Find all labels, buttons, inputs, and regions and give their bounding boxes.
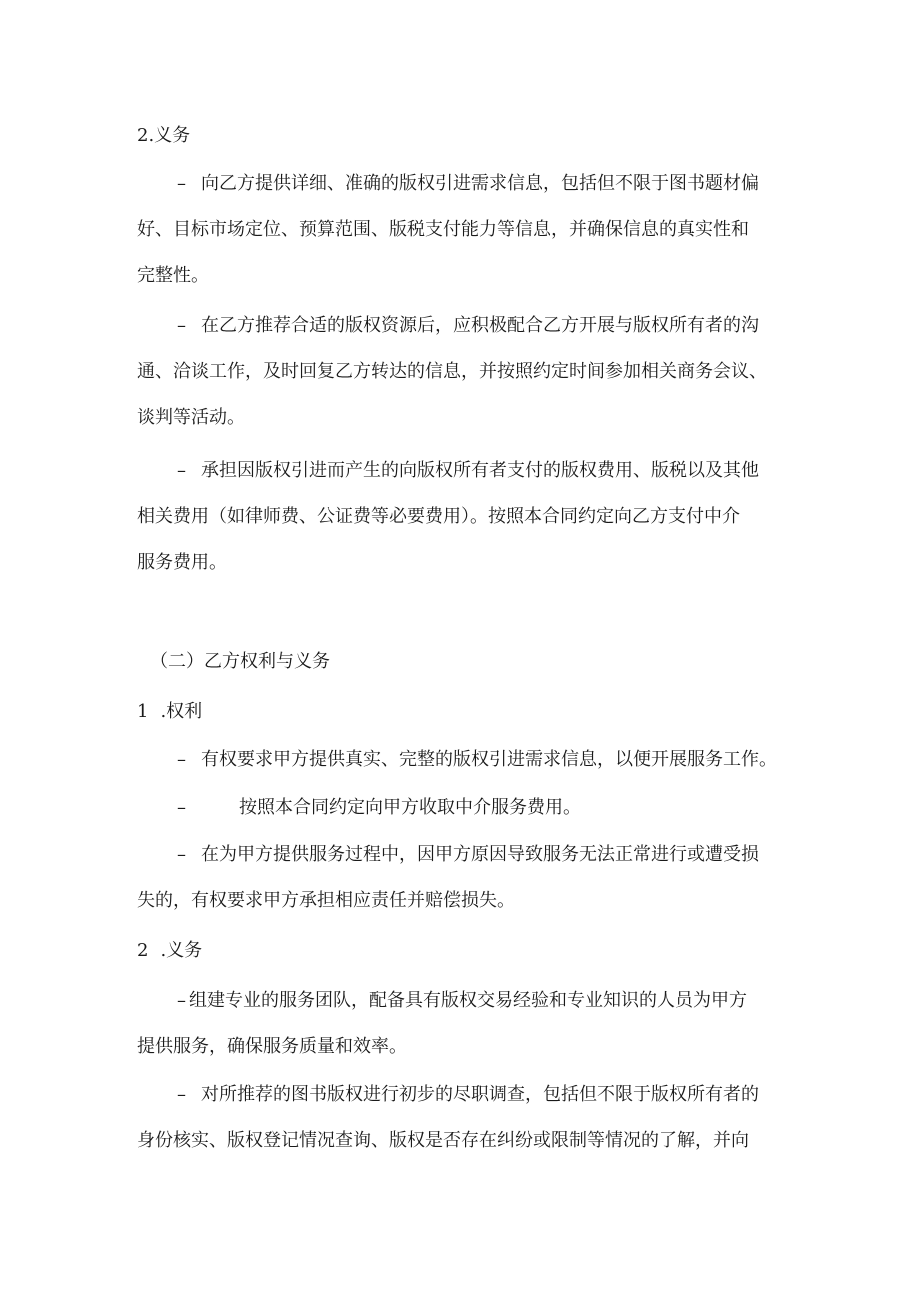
list-item — [177, 1083, 759, 1107]
paragraph-line: 有权要求甲方提供真实、完整的版权引进需求信息，以便开展服务工作。 — [201, 749, 777, 770]
list-item — [177, 748, 777, 772]
heading-number: 1 — [137, 701, 149, 722]
paragraph-line: 提供服务，确保服务质量和效率。 — [137, 1036, 407, 1057]
heading-partB-rights — [137, 700, 202, 724]
list-item — [177, 989, 747, 1013]
paragraph-line: 向乙方提供详细、准确的版权引进需求信息，包括但不限于图书题材偏 — [201, 173, 759, 194]
heading-partB-duties — [137, 939, 202, 963]
dash-marker: – — [177, 844, 186, 865]
paragraph-line: 相关费用（如律师费、公证费等必要费用）。按照本合同约定向乙方支付中介 — [137, 506, 740, 527]
paragraph-line: 服务费用。 — [137, 552, 227, 573]
heading-label: .义务 — [160, 940, 203, 961]
paragraph-line: 组建专业的服务团队，配备具有版权交易经验和专业知识的人员为甲方 — [189, 990, 747, 1011]
paragraph-line: 好、目标市场定位、预算范围、版税支付能力等信息，并确保信息的真实性和 — [137, 219, 749, 240]
section-title-partB: （二）乙方权利与义务 — [150, 651, 330, 672]
heading-partA-duties: 2.义务 — [137, 125, 191, 146]
paragraph-line: 失的，有权要求甲方承担相应责任并赔偿损失。 — [137, 890, 515, 911]
dash-marker: – — [177, 1084, 186, 1105]
paragraph-line: 身份核实、版权登记情况查询、版权是否存在纠纷或限制等情况的了解，并向 — [137, 1130, 749, 1151]
dash-marker: – — [177, 460, 186, 481]
dash-marker: – — [177, 797, 186, 818]
paragraph-line: 在为甲方提供服务过程中，因甲方原因导致服务无法正常进行或遭受损 — [201, 844, 759, 865]
paragraph-line: 完整性。 — [137, 265, 209, 286]
paragraph-line: 通、洽谈工作，及时回复乙方转达的信息，并按照约定时间参加相关商务会议、 — [137, 361, 767, 382]
dash-marker: – — [177, 315, 186, 336]
paragraph-line: 对所推荐的图书版权进行初步的尽职调查，包括但不限于版权所有者的 — [201, 1084, 759, 1105]
paragraph-line: 谈判等活动。 — [137, 407, 245, 428]
list-item — [177, 172, 759, 196]
list-item — [177, 459, 759, 483]
heading-number: 2 — [137, 940, 149, 961]
dash-marker: – — [177, 990, 186, 1011]
paragraph-line: 在乙方推荐合适的版权资源后，应积极配合乙方开展与版权所有者的沟 — [201, 315, 759, 336]
list-item — [177, 796, 581, 820]
list-item — [177, 843, 759, 867]
dash-marker: – — [177, 173, 186, 194]
list-item — [177, 314, 759, 338]
dash-marker: – — [177, 749, 186, 770]
paragraph-line: 按照本合同约定向甲方收取中介服务费用。 — [239, 797, 581, 818]
paragraph-line: 承担因版权引进而产生的向版权所有者支付的版权费用、版税以及其他 — [201, 460, 759, 481]
heading-label: .权利 — [160, 701, 203, 722]
